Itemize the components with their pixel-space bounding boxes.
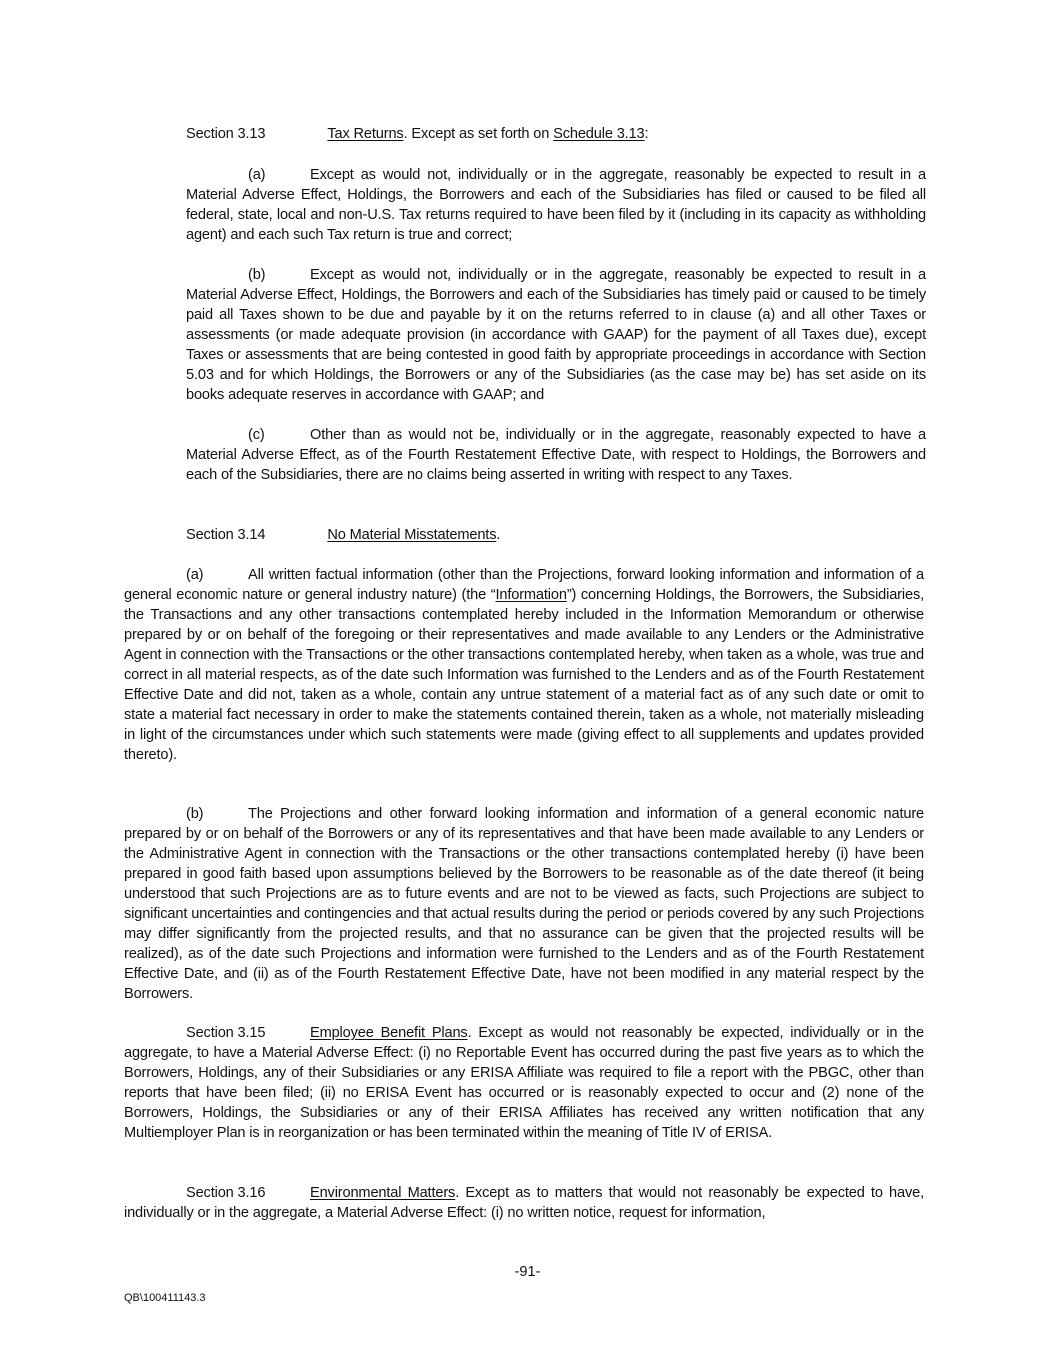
section-title: Employee Benefit Plans — [310, 1025, 468, 1041]
section-3-14-b — [124, 804, 924, 1004]
section-title: Tax Returns — [327, 126, 404, 142]
section-number: Section 3.16 — [186, 1185, 266, 1201]
clause-label: (a) — [248, 167, 266, 183]
section-title: Environmental Matters — [310, 1185, 456, 1201]
section-3-13-heading — [186, 124, 926, 144]
clause-text: The Projections and other forward looking information and information of a general economic nature prepared by or on behalf of the Borrowers or any of its representatives and that have been made available to any Lenders or the Administrative Agent in connection with the Transactions or the other transactions contemplated hereby (i) have been prepared in good faith based upon assumptions believed by the Borrowers to be reasonable as of the date thereof (it being understood that such Projections are as to future events and are not to be viewed as facts, such Projections are subject to significant uncertainties and contingencies and that actual results during the period or periods covered by any such Projections may differ significantly from the projected results, and that no assurance can be given that the projected results will be realized), as of the date such Projections and information were furnished to the Lenders and as of the Fourth Restatement Effective Date, and (ii) as of the Fourth Restatement Effective Date, have not been modified in any material respect by the Borrowers. — [124, 806, 924, 1002]
clause-label: (c) — [248, 427, 265, 443]
section-text: . Except as to matters that would not reasonably be expected to have, individually or in the aggregate, a Material Adverse Effect: (i) no written notice, request for information, — [124, 1185, 924, 1221]
clause-label: (a) — [186, 567, 204, 583]
page-number: -91- — [514, 1264, 541, 1280]
schedule-reference: Schedule 3.13 — [553, 126, 645, 142]
section-3-15 — [124, 1023, 924, 1143]
section-3-13-a — [186, 165, 926, 245]
clause-text: Except as would not, individually or in the aggregate, reasonably be expected to result in a Material Adverse Effect, Holdings, the Borrowers and each of the Subsidiaries has timely paid or caused to be timely paid all Taxes shown to be due and payable by it on the returns referred to in clause (a) and all other Taxes or assessments (or made adequate provision (in accordance with GAAP) for the payment of all Taxes due), except Taxes or assessments that are being contested in good faith by appropriate proceedings in accordance with Section 5.03 and for which Holdings, the Borrowers or any of the Subsidiaries (as the case may be) has set aside on its books adequate reserves in accordance with GAAP; and — [186, 267, 926, 403]
section-title: No Material Misstatements — [327, 527, 497, 543]
clause-text: All written factual information (other than the Projections, forward looking information and information of a general economic nature or general industry nature) (the “ — [124, 567, 924, 603]
section-3-13-c — [186, 425, 926, 485]
section-number: Section 3.13 — [186, 126, 266, 142]
clause-text: Except as would not, individually or in the aggregate, reasonably be expected to result in a Material Adverse Effect, Holdings, the Borrowers and each of the Subsidiaries has filed or caused to be filed all federal, state, local and non-U.S. Tax returns required to have been filed by it (including in its capacity as withholding agent) and each such Tax return is true and correct; — [186, 167, 926, 243]
section-3-13-b — [186, 265, 926, 405]
section-number: Section 3.14 — [186, 527, 266, 543]
defined-term: Information — [495, 587, 567, 603]
document-id: QB\100411143.3 — [124, 1292, 206, 1304]
heading-text: . — [496, 527, 501, 543]
section-3-14-a — [124, 565, 924, 765]
clause-label: (b) — [186, 806, 204, 822]
section-3-16 — [124, 1183, 924, 1223]
section-number: Section 3.15 — [186, 1025, 266, 1041]
clause-text: ”) concerning Holdings, the Borrowers, the Subsidiaries, the Transactions and any other transactions contemplated hereby included in the Information Memorandum or otherwise prepared by or on behalf of the foregoing or their representatives and made available to any Lenders or the Administrative Agent in connection with the Transactions or the other transactions contemplated hereby, when taken as a whole, was true and correct in all material respects, as of the date such Information was furnished to the Lenders and as of the Fourth Restatement Effective Date and did not, taken as a whole, contain any untrue statement of a material fact as of any such date or omit to state a material fact necessary in order to make the statements contained therein, taken as a whole, not materially misleading in light of the circumstances under which such statements were made (giving effect to all supplements and updates provided thereto). — [124, 587, 925, 763]
clause-label: (b) — [248, 267, 266, 283]
heading-text: . Except as set forth on — [403, 126, 554, 142]
section-3-14-heading — [186, 525, 926, 545]
heading-text: : — [644, 126, 649, 142]
section-text: . Except as would not reasonably be expected, individually or in the aggregate, to have a Material Adverse Effect: (i) no Reportable Event has occurred during the past five years as to which the Borrowers, Holdings, any of their Subsidiaries or any ERISA Affiliate was required to file a report with the PBGC, other than reports that have been filed; (ii) no ERISA Event has occurred or is reasonably expected to occur and (2) none of the Borrowers, Holdings, the Subsidiaries or any of their ERISA Affiliates has received any written notification that any Multiemployer Plan is in reorganization or has been terminated within the meaning of Title IV of ERISA. — [124, 1025, 924, 1141]
clause-text: Other than as would not be, individually or in the aggregate, reasonably expected to have a Material Adverse Effect, as of the Fourth Restatement Effective Date, with respect to Holdings, the Borrowers and each of the Subsidiaries, there are no claims being asserted in writing with respect to any Taxes. — [186, 427, 926, 483]
